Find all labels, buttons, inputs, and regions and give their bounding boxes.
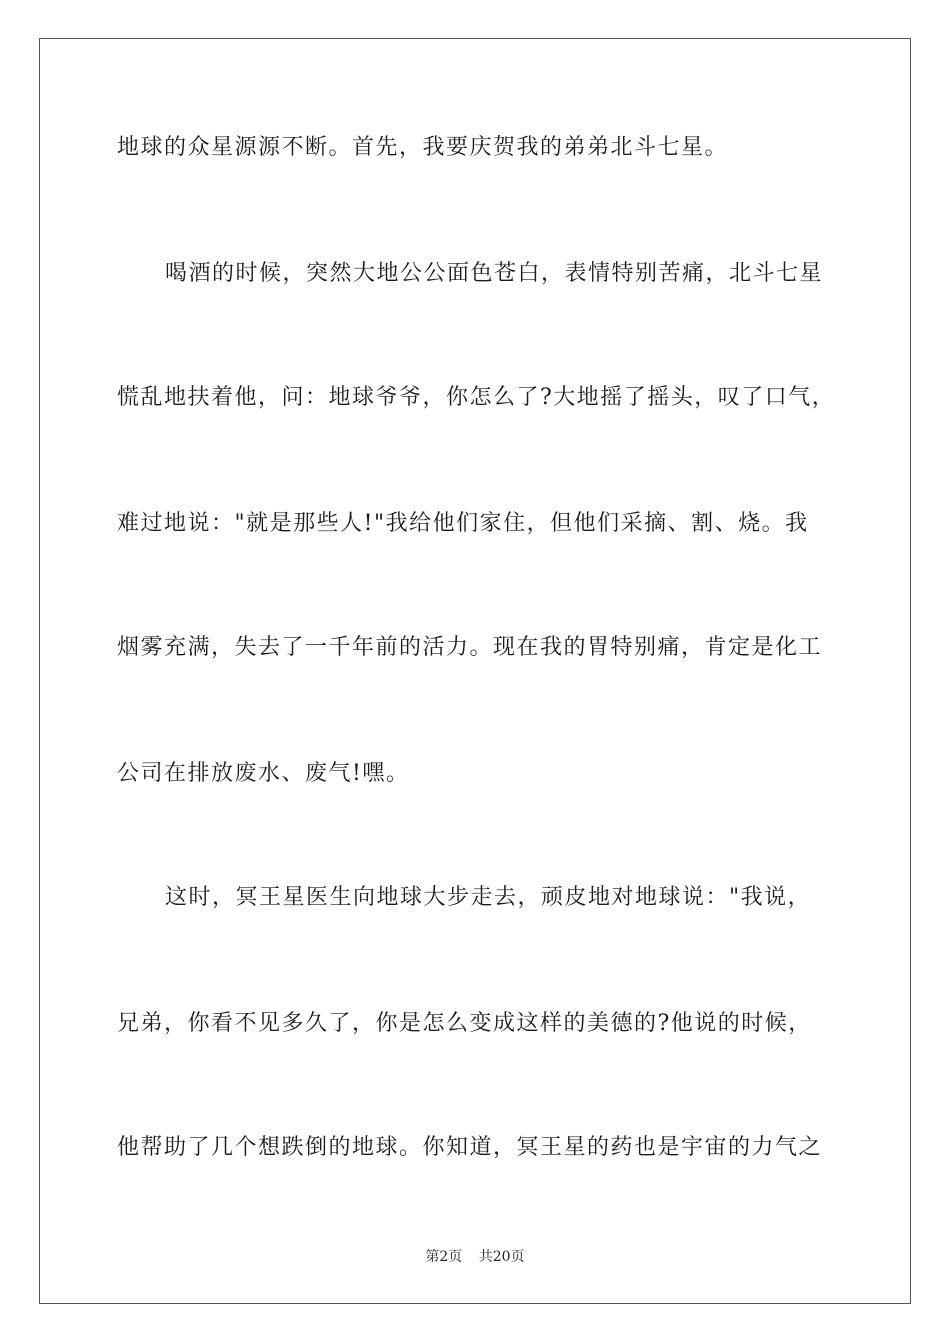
paragraph-2-line-2: 慌乱地扶着他，问：地球爷爷，你怎么了?大地摇了摇头，叹了口气，	[117, 385, 836, 410]
paragraph-3-line-3: 他帮助了几个想跌倒的地球。你知道，冥王星的药也是宇宙的力气之	[117, 1135, 823, 1160]
paragraph-2-line-4: 烟雾充满，失去了一千年前的活力。现在我的胃特别痛，肯定是化工	[117, 635, 823, 660]
page-border	[39, 38, 911, 1304]
paragraph-1-line-1: 地球的众星源源不断。首先，我要庆贺我的弟弟北斗七星。	[117, 135, 729, 160]
paragraph-3-line-2: 兄弟，你看不见多久了，你是怎么变成这样的美德的?他说的时候，	[117, 1011, 812, 1036]
page-total: 共20页	[478, 1249, 525, 1265]
page-number: 第2页	[425, 1249, 463, 1265]
paragraph-3-line-1: 这时，冥王星医生向地球大步走去，顽皮地对地球说："我说，	[165, 885, 812, 910]
paragraph-2-line-1: 喝酒的时候，突然大地公公面色苍白，表情特别苦痛，北斗七星	[165, 261, 824, 286]
paragraph-2-line-5: 公司在排放废水、废气!嘿。	[117, 761, 410, 786]
paragraph-2-line-3: 难过地说："就是那些人!"我给他们家住，但他们采摘、割、烧。我	[117, 511, 809, 536]
page-footer	[0, 1247, 950, 1267]
